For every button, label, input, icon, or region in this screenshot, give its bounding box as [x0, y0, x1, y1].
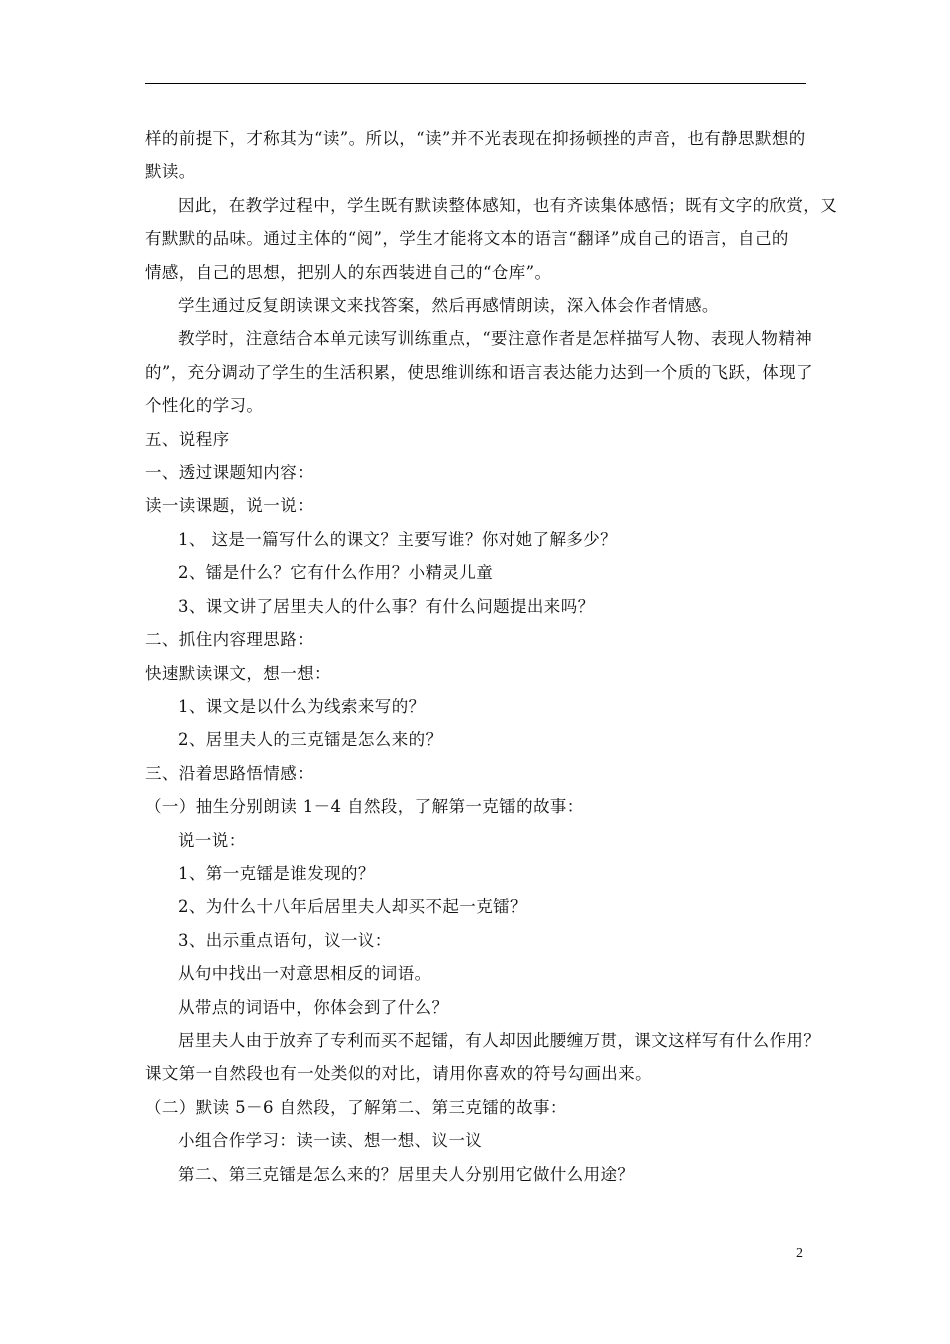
- text-line: 3、出示重点语句，议一议：: [178, 930, 392, 950]
- text-line: 教学时，注意结合本单元读写训练重点，“要注意作者是怎样描写人物、表现人物精神: [178, 329, 813, 349]
- text-line: 小组合作学习：读一读、想一想、议一议: [178, 1131, 483, 1151]
- text-line: 二、抓住内容理思路：: [145, 630, 314, 650]
- text-line: 学生通过反复朗读课文来找答案，然后再感情朗读，深入体会作者情感。: [178, 296, 719, 316]
- document-body: [145, 122, 838, 1191]
- text-line: 课文第一自然段也有一处类似的对比，请用你喜欢的符号勾画出来。: [145, 1064, 652, 1084]
- text-line: （一）抽生分别朗读 1－4 自然段，了解第一克镭的故事：: [145, 797, 584, 817]
- text-line: 3、课文讲了居里夫人的什么事？有什么问题提出来吗？: [178, 596, 595, 616]
- text-line: 个性化的学习。: [145, 396, 264, 416]
- text-line: 从带点的词语中，你体会到了什么？: [178, 997, 449, 1017]
- text-line: 样的前提下，才称其为“读”。所以，“读”并不光表现在抑扬顿挫的声音，也有静思默想的: [145, 129, 806, 148]
- text-line: 情感，自己的思想，把别人的东西装进自己的“仓库”。: [145, 262, 552, 282]
- text-line: 五、说程序: [145, 429, 230, 449]
- text-line: 1、课文是以什么为线索来写的？: [178, 696, 426, 716]
- text-line: 的”，充分调动了学生的生活积累，使思维训练和语言表达能力达到一个质的飞跃，体现了: [145, 362, 813, 382]
- text-line: （二）默读 5－6 自然段，了解第二、第三克镭的故事：: [145, 1097, 567, 1117]
- text-line: 读一读课题，说一说：: [145, 496, 314, 516]
- text-line: 快速默读课文，想一想：: [145, 663, 331, 683]
- text-line: 有默默的品味。通过主体的“阅”，学生才能将文本的语言“翻译”成自己的语言，自己的: [145, 229, 789, 249]
- header-rule: [145, 83, 806, 84]
- text-line: 2、为什么十八年后居里夫人却买不起一克镭？: [178, 897, 527, 917]
- text-line: 说一说：: [178, 830, 246, 850]
- text-line: 第二、第三克镭是怎么来的？居里夫人分别用它做什么用途？: [178, 1164, 635, 1184]
- page-number: 2: [796, 1246, 803, 1261]
- text-line: 1、第一克镭是谁发现的？: [178, 863, 375, 883]
- text-line: 从句中找出一对意思相反的词语。: [178, 964, 432, 984]
- text-line: 三、沿着思路悟情感：: [145, 763, 314, 783]
- text-line: 一、透过课题知内容：: [145, 463, 314, 483]
- text-line: 默读。: [145, 162, 196, 182]
- text-line: 2、镭是什么？它有什么作用？小精灵儿童: [178, 563, 494, 583]
- text-line: 1、 这是一篇写什么的课文？主要写谁？你对她了解多少？: [178, 529, 618, 549]
- text-line: 2、居里夫人的三克镭是怎么来的？: [178, 730, 443, 750]
- text-line: 因此，在教学过程中，学生既有默读整体感知，也有齐读集体感悟；既有文字的欣赏，又: [178, 195, 838, 215]
- text-line: 居里夫人由于放弃了专利而买不起镭，有人却因此腰缠万贯，课文这样写有什么作用？: [178, 1030, 821, 1050]
